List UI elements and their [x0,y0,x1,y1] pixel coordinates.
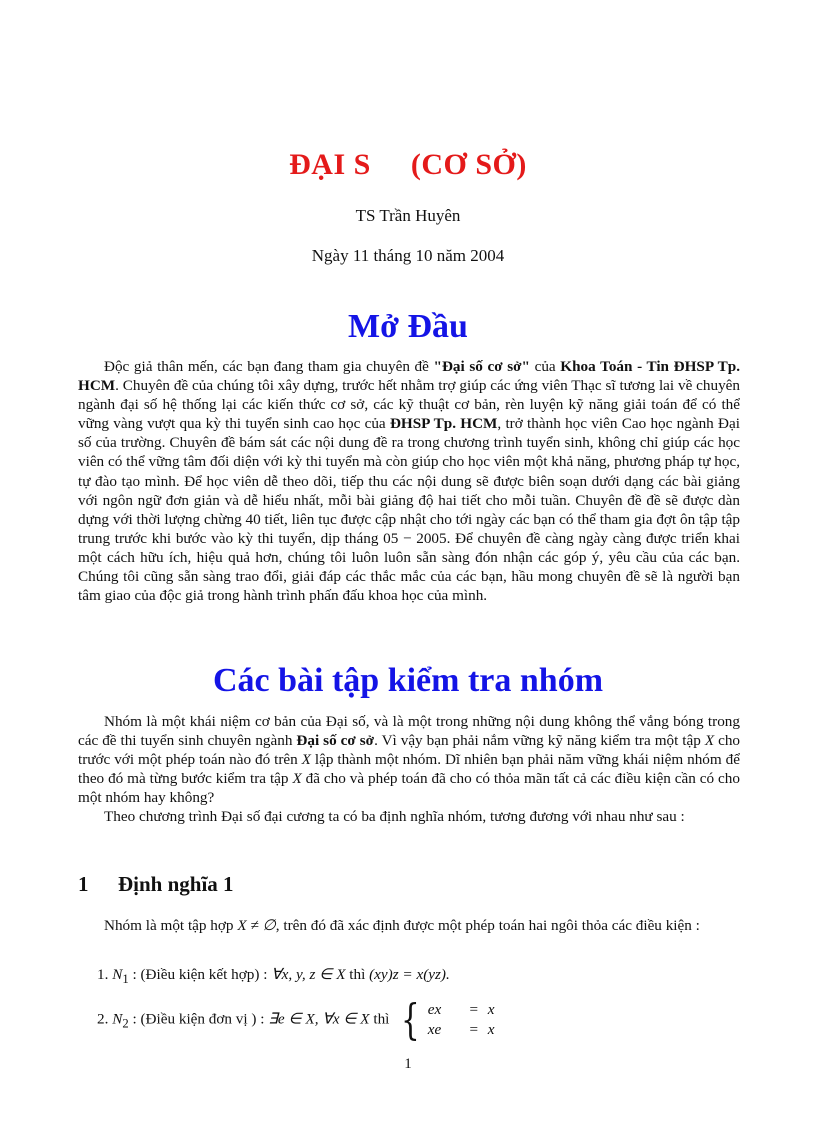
cases-lines [428,1000,495,1040]
date: Ngày 11 tháng 10 năm 2004 [311,246,505,265]
author: TS Trần Huyên [355,206,461,225]
exercises-paragraphs [78,712,740,827]
intro-paragraph [78,357,740,605]
section-1-heading [78,872,234,897]
case-1-right: x [487,1001,495,1018]
def-text-1: Nhóm là một tập hợp [104,917,238,934]
list-item-1 [97,965,450,987]
item-1-number: 1. [97,966,109,983]
case-row-1 [428,1000,495,1020]
ex-text-2: . Vì vậy bạn phải nắm vững kỹ năng kiểm tra một tập [374,732,705,750]
ex-text-1: Nhóm là một khái niệm cơ bản của Đại số, và là một trong những nội dung không thể vắng bóng trong các đề thi tuyển sinh chuyên ngành [78,713,740,750]
ex-text-5: đã cho và phép toán đã cho có thỏa mãn tất cả các điều kiện cần có cho một nhóm hay không? [78,770,740,807]
item-2-subscript: 2 [122,1016,129,1031]
item-2-symbol: N [112,1010,123,1028]
case-2-right: x [487,1021,495,1038]
intro-text-2: của [529,358,561,375]
case-row-2 [428,1020,495,1040]
item-2-thi: thì [369,1010,390,1028]
item-1-subscript: 1 [122,972,129,987]
item-2-text: : (Điều kiện đơn vị ) : [128,1010,269,1028]
def-math-1: X ≠ ∅ [237,917,276,934]
intro-text-1: Độc giả thân mến, các bạn đang tham gia chuyên đề [104,358,434,375]
intro-text-4: , trở thành học viên Cao học ngành Đại số của trường. Chuyên đề bám sát các nội dung đề ra trong chương trình tuyển sinh, không chỉ giúp các học viên có thể vững tâm đối diện với kỳ thi tuyển mà còn giúp cho học viên một khả năng, phương pháp tự học, tự đào tạo mình. Để học viên dễ theo dõi, tiếp thu các nội dung sẽ được biên soạn dưới dạng các bài giảng với ngôn ngữ đơn giản và dễ hiểu nhất, mỗi bài giảng độ hai tiết cho mỗi tuần. Chuyên đề đề sẽ được dàn dựng với thời lượng chừng 40 tiết, liên tục được cập nhật cho tới ngày các bạn có thể tham gia đợt ôn tập tập trung trước khi bước vào kỳ thi tuyển, dịp tháng 05 − 2005. Để chuyên đề càng ngày càng được triển khai một cách hữu ích, hiệu quả hơn, chúng tôi luôn luôn sẵn sàng đón nhận các góp ý, yêu cầu của các bạn. Chúng tôi cũng sẵn sàng trao đổi, giải đáp các thắc mắc của các bạn, hầu mong chuyên đề sẽ là người bạn tâm giao của độc giả trong hành trình phấn đấu khoa học của mình. [78,415,740,605]
intro-heading: Mở Đầu [348,308,468,345]
title-part-1: ĐẠI S [289,148,371,181]
exercises-heading: Các bài tập kiểm tra nhóm [212,662,604,699]
ex-text-4: lập thành một nhóm. Dĩ nhiên bạn phải năm vững khái niệm nhóm để theo đó mà từng bước kiểm tra tập [78,751,740,788]
item-2-math: ∃e ∈ X, ∀x ∈ X [268,1010,370,1028]
case-1-op: = [469,1001,479,1018]
case-2-op: = [469,1021,479,1038]
intro-text-3: . Chuyên đề của chúng tôi xây dựng, trước hết nhằm trợ giúp các ứng viên Thạc sĩ tương lai về chuyên ngành đại số hệ thống lại các kiến thức cơ sở, các kỹ thuật cơ bản, rèn luyện kỹ năng giải toán để có thể vững vàng vượt qua kỳ thi tuyển sinh cao học của [78,377,740,433]
document-title [0,148,816,182]
item-2-number: 2. [97,1010,109,1028]
section-1-paragraph [78,916,740,935]
def-text-2: , trên đó đã xác định được một phép toán hai ngôi thỏa các điều kiện : [275,917,700,934]
section-title: Định nghĩa 1 [118,872,234,896]
ex-bold-1: Đại số cơ sở [296,732,375,750]
item-1-thi: thì [345,966,370,983]
ex-math-3: X [292,770,302,788]
item-1-math: ∀x, y, z ∈ X [271,966,346,983]
cases-block [397,995,495,1044]
case-1-left: ex [427,1001,442,1018]
ex-math-2: X [301,751,311,769]
intro-bold-3: ĐHSP Tp. HCM [389,415,498,433]
ex-math-1: X [704,732,715,750]
ex-paragraph-2: Theo chương trình Đại số đại cương ta có ba định nghĩa nhóm, tương đương với nhau như sau : [104,808,685,826]
item-1-equation: (xy)z = x(yz). [369,966,450,983]
intro-bold-1: "Đại số cơ sở" [433,358,530,375]
case-2-left: xe [427,1021,442,1038]
intro-bold-2: Khoa Toán - Tin ĐHSP Tp. HCM [78,358,740,395]
title-part-2: (CƠ SỞ) [410,148,527,181]
list-item-2 [97,995,495,1044]
item-1-symbol: N [112,966,123,983]
left-brace: { [401,995,420,1044]
section-number: 1 [78,872,89,896]
page-number: 1 [404,1056,412,1072]
ex-text-3: cho trước với một phép toán nào đó trên [78,732,741,769]
item-1-text: : (Điều kiện kết hợp) : [128,966,272,983]
